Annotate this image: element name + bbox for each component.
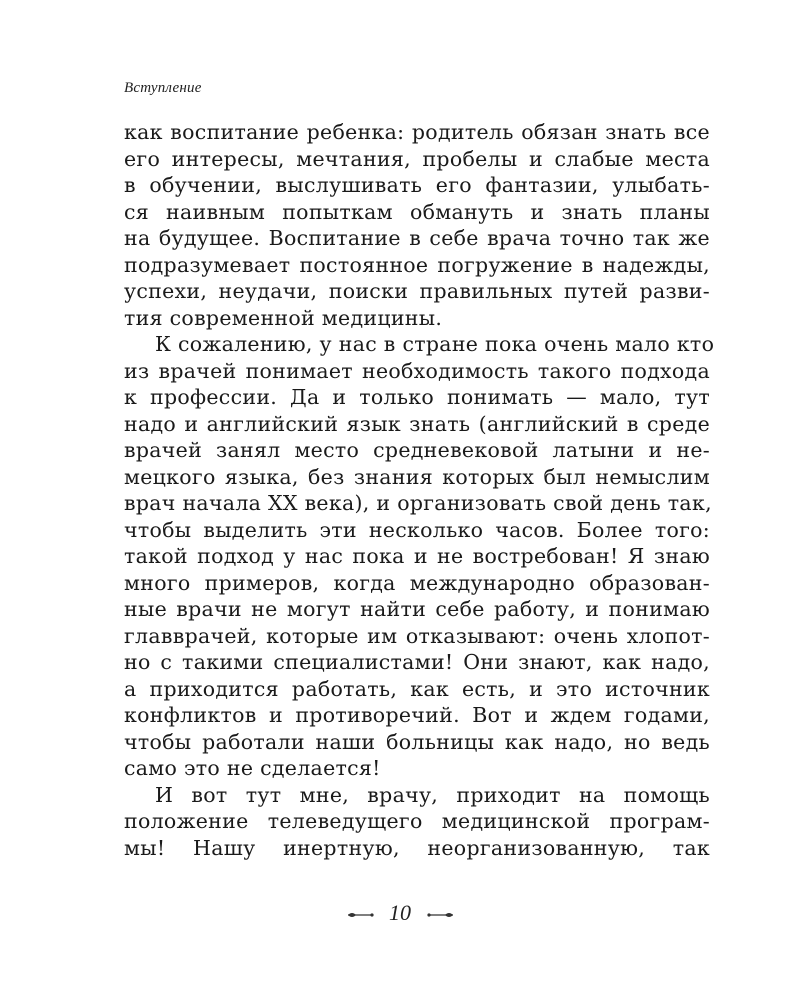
text-line: мецкого языка, без знания которых был немыслим — [124, 464, 710, 489]
text-line: врач начала XX века), и организовать свой день так, — [124, 491, 712, 515]
text-line: подразумевает постоянное погружение в надежды, — [124, 252, 710, 277]
text-line: ные врачи не могут найти себе работу, и понимаю — [124, 597, 710, 621]
text-line: ся наивным попыткам обмануть и знать планы — [124, 199, 710, 224]
text-line: такой подход у нас пока и не востребован! Я знаю — [124, 544, 710, 568]
text-line: положение телеведущего медицинской програм- — [124, 809, 710, 833]
running-header: Вступление — [124, 80, 202, 96]
text-line: мы! Нашу инертную, неорганизованную, так — [124, 835, 710, 860]
text-line: из врачей понимает необходимость такого подхода — [124, 358, 710, 383]
text-line: конфликтов и противоречий. Вот и ждем годами, — [124, 703, 710, 727]
text-line: его интересы, мечтания, пробелы и слабые места — [124, 146, 710, 171]
body-text — [124, 119, 715, 861]
text-line: само это не сделается! — [124, 756, 381, 780]
text-line: но с такими специалистами! Они знают, как надо, — [124, 650, 710, 674]
text-line: к профессии. Да и только понимать — мало, тут — [124, 385, 710, 409]
right-ornament-icon — [425, 910, 455, 920]
text-line: К сожалению, у нас в стране пока очень мало кто — [155, 332, 715, 356]
text-line: успехи, неудачи, поиски правильных путей разви- — [124, 279, 710, 303]
page-number: 10 — [389, 900, 411, 925]
text-line: в обучении, выслушивать его фантазии, улыбать- — [124, 173, 710, 197]
text-line: на будущее. Воспитание в себе врача точно так же — [124, 226, 710, 250]
text-line: главврачей, которые им отказывают: очень хлопот- — [124, 623, 710, 648]
text-line: чтобы выделить эти несколько часов. Более того: — [124, 517, 710, 542]
text-line: как воспитание ребенка: родитель обязан знать все — [124, 120, 710, 144]
text-line: а приходится работать, как есть, и это источник — [124, 676, 710, 701]
text-line: много примеров, когда международно образован- — [124, 570, 710, 595]
text-line: врачей занял место средневековой латыни и не- — [124, 438, 710, 462]
text-line: надо и английский язык знать (английский в среде — [124, 411, 710, 436]
text-line: тия современной медицины. — [124, 305, 443, 330]
text-line: И вот тут мне, врачу, приходит на помощь — [155, 782, 710, 807]
text-line: чтобы работали наши больницы как надо, но ведь — [124, 729, 710, 754]
left-ornament-icon — [346, 910, 376, 920]
page-number-footer — [0, 900, 800, 926]
